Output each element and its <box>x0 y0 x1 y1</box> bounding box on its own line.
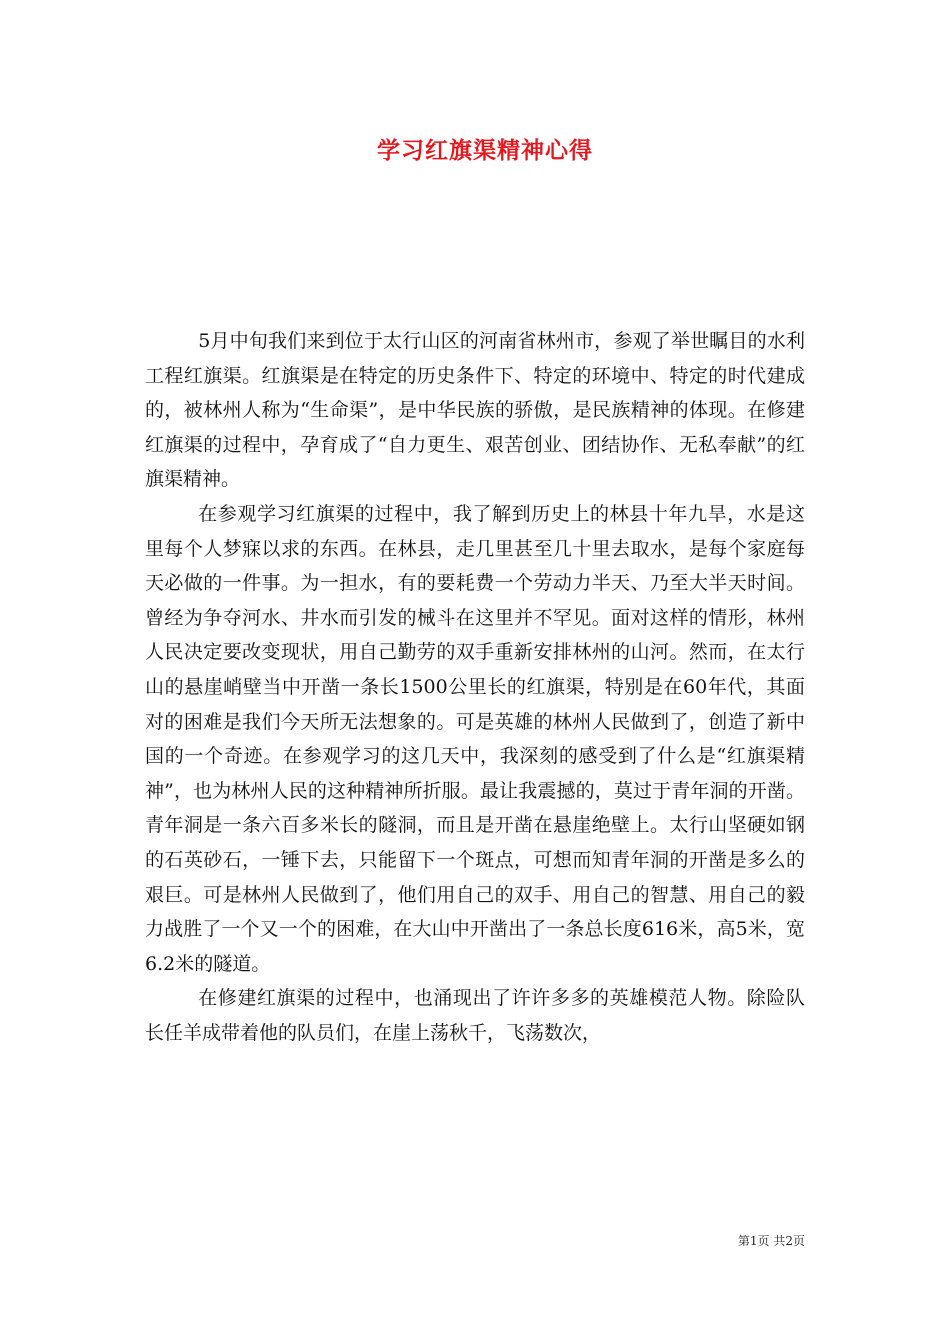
paragraph-1: 5月中旬我们来到位于太行山区的河南省林州市，参观了举世瞩目的水利工程红旗渠。红旗渠是在特定的历史条件下、特定的环境中、特定的时代建成的，被林州人称为“生命渠”，是中华民族的骄傲，是民族精神的体现。在修建红旗渠的过程中，孕育成了“自力更生、艰苦创业、团结协作、无私奉献”的红旗渠精神。 <box>145 330 805 491</box>
page-number: 第1页 共2页 <box>737 1234 805 1248</box>
paragraph-3: 在修建红旗渠的过程中，也涌现出了许许多多的英雄模范人物。除险队长任羊成带着他的队员们，在崖上荡秋千，飞荡数次， <box>145 987 805 1044</box>
document-body <box>145 324 805 1050</box>
paragraph-2: 在参观学习红旗渠的过程中，我了解到历史上的林县十年九旱，水是这里每个人梦寐以求的东西。在林县，走几里甚至几十里去取水，是每个家庭每天必做的一件事。为一担水，有的要耗费一个劳动力半天、乃至大半天时间。曾经为争夺河水、井水而引发的械斗在这里并不罕见。面对这样的情形，林州人民决定要改变现状，用自己勤劳的双手重新安排林州的山河。然而，在太行山的悬崖峭壁当中开凿一条长1500公里长的红旗渠，特别是在60年代，其面对的困难是我们今天所无法想象的。可是英雄的林州人民做到了，创造了新中国的一个奇迹。在参观学习的这几天中，我深刻的感受到了什么是“红旗渠精神”，也为林州人民的这种精神所折服。最让我震撼的，莫过于青年洞的开凿。青年洞是一条六百多米长的隧洞，而且是开凿在悬崖绝壁上。太行山坚硬如钢的石英砂石，一锤下去，只能留下一个斑点，可想而知青年洞的开凿是多么的艰巨。可是林州人民做到了，他们用自己的双手、用自己的智慧、用自己的毅力战胜了一个又一个的困难，在大山中开凿出了一条总长度616米，高5米，宽6.2米的隧道。 <box>145 502 805 975</box>
document-title: 学习红旗渠精神心得 <box>377 137 593 164</box>
